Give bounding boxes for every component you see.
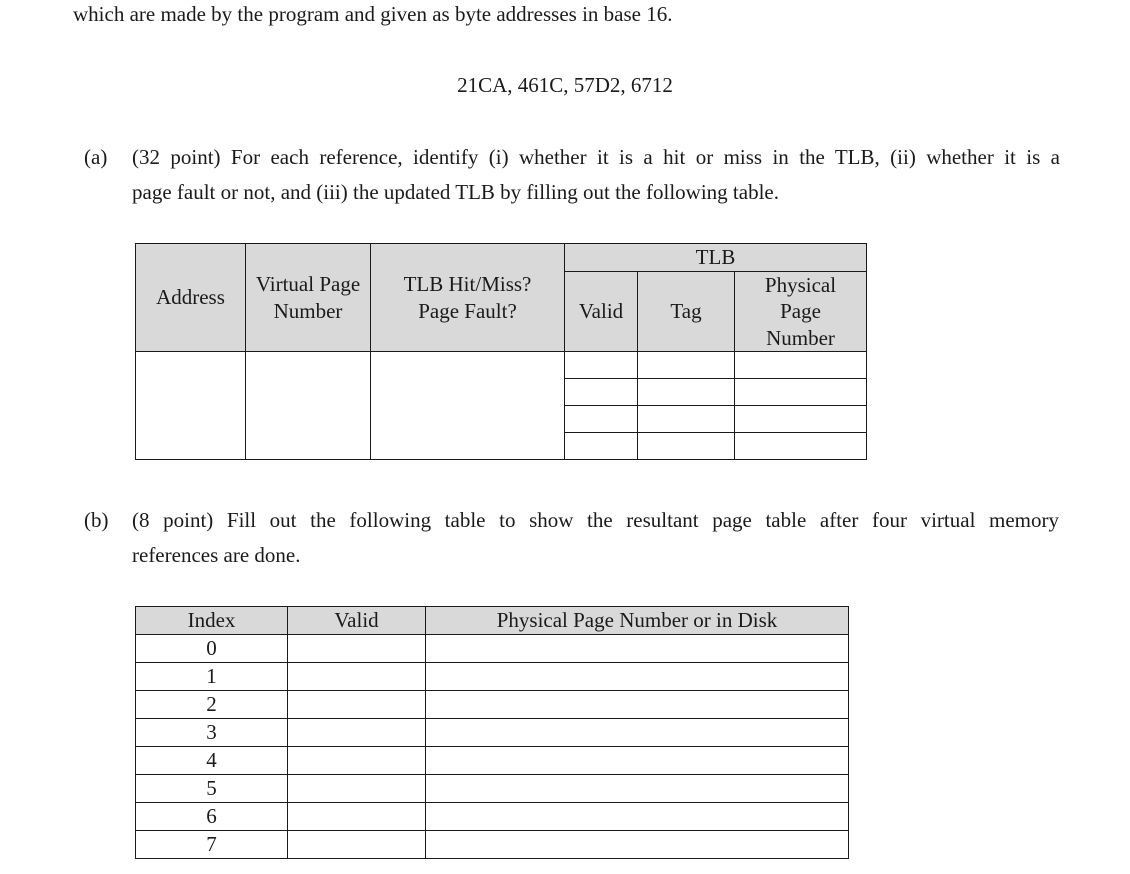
page-table-index: 0: [136, 635, 288, 663]
cell-tlb-tag[interactable]: [638, 352, 735, 379]
page-table-valid-cell[interactable]: [288, 719, 426, 747]
page-table-valid-cell[interactable]: [288, 803, 426, 831]
part-b-text-line2: references are done.: [132, 543, 301, 567]
header-tlb-physical-page-number: Physical Page Number: [735, 272, 867, 352]
page-table-ppn-cell[interactable]: [426, 747, 849, 775]
page-table-ppn-cell[interactable]: [426, 719, 849, 747]
page-table-ppn-cell[interactable]: [426, 691, 849, 719]
page-table-index: 2: [136, 691, 288, 719]
header-address: Address: [136, 244, 246, 352]
header-virtual-page-number: Virtual Page Number: [246, 244, 371, 352]
page-table-valid-cell[interactable]: [288, 691, 426, 719]
intro-text: which are made by the program and given as byte addresses in base 16.: [73, 2, 673, 26]
page-table-valid-cell[interactable]: [288, 831, 426, 859]
page-table-index: 7: [136, 831, 288, 859]
cell-tlb-ppn[interactable]: [735, 433, 867, 460]
part-a-label: (a): [84, 145, 108, 169]
cell-tlb-ppn[interactable]: [735, 352, 867, 379]
part-b-text-line1: (8 point) Fill out the following table to show the resultant page table after four virtual memory: [132, 508, 1059, 532]
page-table-valid-cell[interactable]: [288, 747, 426, 775]
part-a-text-line1: (32 point) For each reference, identify (i) whether it is a hit or miss in the TLB, (ii) whether it is a: [132, 145, 1060, 169]
cell-hit-miss[interactable]: [371, 352, 565, 460]
page-table-valid-cell[interactable]: [288, 775, 426, 803]
page-table-index: 1: [136, 663, 288, 691]
page-table-index: 4: [136, 747, 288, 775]
page-table-index: 5: [136, 775, 288, 803]
header-tlb-hit-miss-page-fault: TLB Hit/Miss? Page Fault?: [371, 244, 565, 352]
cell-tlb-tag[interactable]: [638, 406, 735, 433]
address-list: 21CA, 461C, 57D2, 6712: [457, 73, 673, 97]
page-table-valid-cell[interactable]: [288, 663, 426, 691]
header-tlb-tag: Tag: [638, 272, 735, 352]
cell-tlb-valid[interactable]: [565, 352, 638, 379]
header-valid: Valid: [288, 607, 426, 635]
cell-address[interactable]: [136, 352, 246, 460]
part-b-label: (b): [84, 508, 109, 532]
page-table-ppn-cell[interactable]: [426, 635, 849, 663]
header-tlb-valid: Valid: [565, 272, 638, 352]
cell-tlb-tag[interactable]: [638, 433, 735, 460]
cell-tlb-ppn[interactable]: [735, 379, 867, 406]
tlb-table: [135, 243, 867, 460]
header-index: Index: [136, 607, 288, 635]
cell-tlb-tag[interactable]: [638, 379, 735, 406]
cell-virtual-page-number[interactable]: [246, 352, 371, 460]
page-table-ppn-cell[interactable]: [426, 831, 849, 859]
page-table-valid-cell[interactable]: [288, 635, 426, 663]
page-table: [135, 606, 849, 859]
cell-tlb-ppn[interactable]: [735, 406, 867, 433]
page-table-ppn-cell[interactable]: [426, 803, 849, 831]
cell-tlb-valid[interactable]: [565, 433, 638, 460]
header-tlb-group: TLB: [565, 244, 867, 272]
header-physical-page-number-or-disk: Physical Page Number or in Disk: [426, 607, 849, 635]
cell-tlb-valid[interactable]: [565, 406, 638, 433]
page-table-ppn-cell[interactable]: [426, 663, 849, 691]
part-a-text-line2: page fault or not, and (iii) the updated TLB by filling out the following table.: [132, 180, 779, 204]
page-table-index: 6: [136, 803, 288, 831]
page-table-ppn-cell[interactable]: [426, 775, 849, 803]
page-table-index: 3: [136, 719, 288, 747]
cell-tlb-valid[interactable]: [565, 379, 638, 406]
